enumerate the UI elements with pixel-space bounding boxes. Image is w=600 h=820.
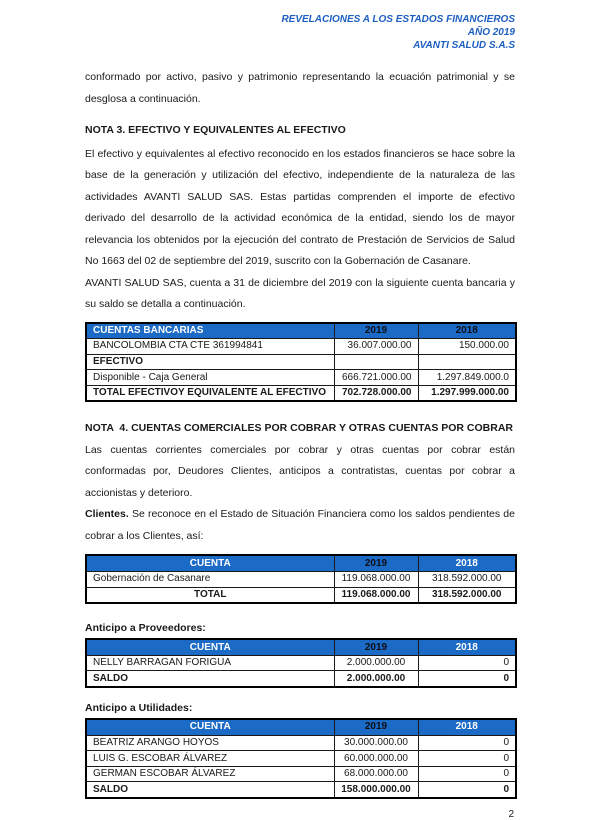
table-anticipo-proveedores: [85, 638, 517, 688]
nota4-title: NOTA 4. CUENTAS COMERCIALES POR COBRAR Y OTRAS CUENTAS POR COBRAR: [85, 422, 513, 435]
table-cell: SALDO: [86, 671, 334, 687]
table-cell: [334, 354, 418, 370]
table-clientes: [85, 554, 517, 604]
column-header-cuenta: CUENTA: [86, 719, 334, 735]
table-cell: 0: [418, 671, 516, 687]
table-row: [86, 370, 516, 386]
table-cell: SALDO: [86, 782, 334, 798]
table-header-row: [86, 639, 516, 655]
nota4-paragraph-1: Las cuentas corrientes comerciales por cobrar y otras cuentas por cobrar están conformadas por, Deudores Clientes, anticipos a contratistas, cuentas por cobrar a accionistas y deterioro.: [85, 443, 515, 499]
anticipo-utilidades-heading: Anticipo a Utilidades:: [85, 702, 193, 715]
clientes-paragraph: [85, 504, 515, 547]
table-row: [86, 572, 516, 588]
header-line-company: AVANTI SALUD S.A.S: [413, 40, 515, 51]
nota3-title: NOTA 3. EFECTIVO Y EQUIVALENTES AL EFECTIVO: [85, 124, 346, 136]
intro-paragraph: conformado por activo, pasivo y patrimonio representando la ecuación patrimonial y se desglosa a continuación.: [85, 71, 515, 105]
table-cell: 0: [418, 751, 516, 767]
table-cell: BEATRIZ ARANGO HOYOS: [86, 735, 334, 751]
table-row: [86, 782, 516, 798]
table-row: [86, 655, 516, 671]
table-row: [86, 339, 516, 355]
table-row: [86, 587, 516, 603]
column-header-2018: 2018: [418, 555, 516, 571]
table-cell: 1.297.999.000.00: [418, 385, 516, 401]
table-cell: 318.592.000.00: [418, 587, 516, 603]
table-cell: 119.068.000.00: [334, 572, 418, 588]
table-cell: GERMAN ESCOBAR ÁLVAREZ: [86, 766, 334, 782]
nota3-paragraph-1: El efectivo y equivalentes al efectivo reconocido en los estados financieros se hace sobre la base de la generación y utilización del efectivo, independiente de la naturaleza de las actividades AVANTI SALUD SAS. Estas partidas comprenden el importe de efectivo derivado del desarrollo de la actividad económica de la entidad, siendo los de mayor relevancia los obtenidos por la ejecución del contrato de Prestación de Servicios de Salud No 1663 del 02 de septiembre del 2019, suscrito con la Gobernación de Casanare.: [85, 147, 515, 267]
table-cell: 2.000.000.00: [334, 655, 418, 671]
table-cell: 36.007.000.00: [334, 339, 418, 355]
table-cell: EFECTIVO: [86, 354, 334, 370]
table-row: [86, 766, 516, 782]
table-cell: 119.068.000.00: [334, 587, 418, 603]
table-cell: 158.000.000.00: [334, 782, 418, 798]
table-cell: 2.000.000.00: [334, 671, 418, 687]
table-header-row: [86, 719, 516, 735]
table-cell: Disponible - Caja General: [86, 370, 334, 386]
column-header-cuenta: CUENTA: [86, 639, 334, 655]
column-header-2019: 2019: [334, 639, 418, 655]
clientes-label: Clientes.: [85, 508, 129, 521]
table-cell: 318.592.000.00: [418, 572, 516, 588]
table-cell: 60.000.000.00: [334, 751, 418, 767]
nota3-paragraph-2: AVANTI SALUD SAS, cuenta a 31 de diciembre del 2019 con la siguiente cuenta bancaria y su saldo se detalla a continuación.: [85, 276, 515, 310]
table-cell: 68.000.000.00: [334, 766, 418, 782]
column-header-2018: 2018: [418, 719, 516, 735]
column-header-2019: 2019: [334, 555, 418, 571]
page-number: 2: [508, 809, 514, 820]
column-header-2018: 2018: [418, 323, 516, 339]
table-cell: TOTAL EFECTIVOY EQUIVALENTE AL EFECTIVO: [86, 385, 334, 401]
column-header-2019: 2019: [334, 323, 418, 339]
anticipo-proveedores-heading: Anticipo a Proveedores:: [85, 622, 206, 635]
table-header-row: [86, 323, 516, 339]
document-header: [85, 13, 515, 52]
table-cell: 666.721.000.00: [334, 370, 418, 386]
table-cuentas-bancarias: [85, 322, 517, 403]
table-row: [86, 385, 516, 401]
table-cell: Gobernación de Casanare: [86, 572, 334, 588]
clientes-text: Se reconoce en el Estado de Situación Financiera como los saldos pendientes de cobrar a los Clientes, así:: [85, 508, 515, 542]
table-cell: 150.000.00: [418, 339, 516, 355]
table-cell: LUIS G. ESCOBAR ÁLVAREZ: [86, 751, 334, 767]
table-cell: 30.000.000.00: [334, 735, 418, 751]
column-header-cuentas-bancarias: CUENTAS BANCARIAS: [86, 323, 334, 339]
table-cell: 0: [418, 735, 516, 751]
column-header-2018: 2018: [418, 639, 516, 655]
table-row: [86, 751, 516, 767]
table-cell: BANCOLOMBIA CTA CTE 361994841: [86, 339, 334, 355]
column-header-cuenta: CUENTA: [86, 555, 334, 571]
table-cell: NELLY BARRAGAN FORIGUA: [86, 655, 334, 671]
table-cell: 0: [418, 766, 516, 782]
header-line-year: AÑO 2019: [467, 27, 515, 38]
table-anticipo-utilidades: [85, 718, 517, 799]
table-row: [86, 671, 516, 687]
header-line-title: REVELACIONES A LOS ESTADOS FINANCIEROS: [281, 14, 515, 25]
table-cell: [418, 354, 516, 370]
table-cell: 0: [418, 782, 516, 798]
table-cell: 702.728.000.00: [334, 385, 418, 401]
table-cell: 1.297.849.000.0: [418, 370, 516, 386]
table-cell: TOTAL: [86, 587, 334, 603]
table-cell: 0: [418, 655, 516, 671]
table-row: [86, 354, 516, 370]
column-header-2019: 2019: [334, 719, 418, 735]
table-header-row: [86, 555, 516, 571]
table-row: [86, 735, 516, 751]
